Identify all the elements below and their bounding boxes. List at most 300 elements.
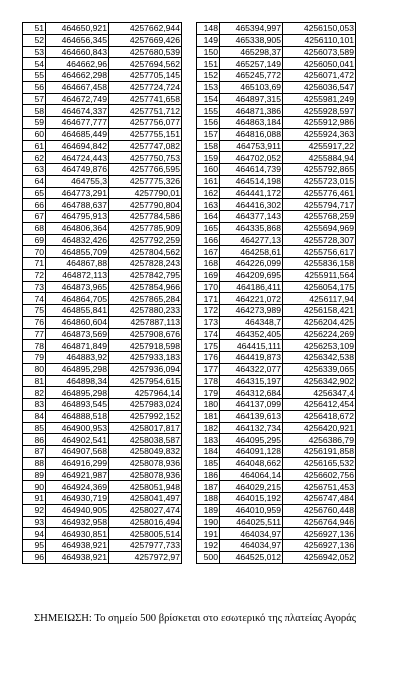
- y-coordinate-cell: 4256150,053: [283, 23, 356, 35]
- point-id-cell: 95: [23, 540, 46, 552]
- point-id-cell: 92: [23, 504, 46, 516]
- y-coordinate-cell: 4257792,259: [109, 234, 182, 246]
- table-row: [197, 234, 356, 246]
- x-coordinate-cell: 464940,905: [46, 504, 109, 516]
- x-coordinate-cell: 464685,449: [46, 128, 109, 140]
- table-row: [197, 281, 356, 293]
- x-coordinate-cell: 464273,989: [220, 305, 283, 317]
- x-coordinate-cell: 464672,749: [46, 93, 109, 105]
- point-id-cell: 85: [23, 422, 46, 434]
- y-coordinate-cell: 4257784,586: [109, 211, 182, 223]
- table-row: [197, 551, 356, 563]
- y-coordinate-cell: 4257933,183: [109, 352, 182, 364]
- point-id-cell: 70: [23, 246, 46, 258]
- coordinates-table-right-body: [197, 23, 356, 564]
- point-id-cell: 192: [197, 540, 220, 552]
- y-coordinate-cell: 4256386,79: [283, 434, 356, 446]
- point-id-cell: 71: [23, 258, 46, 270]
- table-row: [23, 305, 182, 317]
- x-coordinate-cell: 464312,684: [220, 387, 283, 399]
- point-id-cell: 166: [197, 234, 220, 246]
- y-coordinate-cell: 4256253,109: [283, 340, 356, 352]
- y-coordinate-cell: 4257694,562: [109, 58, 182, 70]
- y-coordinate-cell: 4255728,307: [283, 234, 356, 246]
- y-coordinate-cell: 4257865,284: [109, 293, 182, 305]
- point-id-cell: 177: [197, 363, 220, 375]
- x-coordinate-cell: 464855,709: [46, 246, 109, 258]
- y-coordinate-cell: 4257954,615: [109, 375, 182, 387]
- table-row: [197, 434, 356, 446]
- point-id-cell: 79: [23, 352, 46, 364]
- point-id-cell: 82: [23, 387, 46, 399]
- point-id-cell: 84: [23, 410, 46, 422]
- y-coordinate-cell: 4256110,101: [283, 34, 356, 46]
- point-id-cell: 168: [197, 258, 220, 270]
- table-row: [197, 387, 356, 399]
- x-coordinate-cell: 464139,613: [220, 410, 283, 422]
- coordinates-table-right: [196, 22, 356, 564]
- point-id-cell: 81: [23, 375, 46, 387]
- table-row: [197, 528, 356, 540]
- point-id-cell: 65: [23, 187, 46, 199]
- x-coordinate-cell: 464755,3: [46, 175, 109, 187]
- y-coordinate-cell: 4256339,065: [283, 363, 356, 375]
- y-coordinate-cell: 4255917,22: [283, 140, 356, 152]
- x-coordinate-cell: 464694,842: [46, 140, 109, 152]
- x-coordinate-cell: 464667,458: [46, 81, 109, 93]
- point-id-cell: 90: [23, 481, 46, 493]
- y-coordinate-cell: 4256927,136: [283, 528, 356, 540]
- table-row: [23, 269, 182, 281]
- table-row: [23, 246, 182, 258]
- table-row: [23, 164, 182, 176]
- point-id-cell: 170: [197, 281, 220, 293]
- y-coordinate-cell: 4256117,94: [283, 293, 356, 305]
- point-id-cell: 172: [197, 305, 220, 317]
- table-row: [197, 140, 356, 152]
- table-row: [197, 211, 356, 223]
- table-row: [197, 457, 356, 469]
- table-row: [197, 481, 356, 493]
- table-row: [197, 187, 356, 199]
- x-coordinate-cell: 464888,518: [46, 410, 109, 422]
- point-id-cell: 88: [23, 457, 46, 469]
- x-coordinate-cell: 464650,921: [46, 23, 109, 35]
- table-row: [197, 469, 356, 481]
- y-coordinate-cell: 4258017,817: [109, 422, 182, 434]
- point-id-cell: 181: [197, 410, 220, 422]
- y-coordinate-cell: 4256602,756: [283, 469, 356, 481]
- x-coordinate-cell: 464938,921: [46, 540, 109, 552]
- y-coordinate-cell: 4255924,363: [283, 128, 356, 140]
- table-row: [23, 493, 182, 505]
- point-id-cell: 190: [197, 516, 220, 528]
- table-row: [23, 528, 182, 540]
- x-coordinate-cell: 465394,997: [220, 23, 283, 35]
- x-coordinate-cell: 464335,868: [220, 222, 283, 234]
- x-coordinate-cell: 464315,197: [220, 375, 283, 387]
- y-coordinate-cell: 4257977,733: [109, 540, 182, 552]
- x-coordinate-cell: 464883,92: [46, 352, 109, 364]
- x-coordinate-cell: 464656,345: [46, 34, 109, 46]
- x-coordinate-cell: 464415,111: [220, 340, 283, 352]
- point-id-cell: 176: [197, 352, 220, 364]
- x-coordinate-cell: 464186,411: [220, 281, 283, 293]
- x-coordinate-cell: 464674,337: [46, 105, 109, 117]
- y-coordinate-cell: 4256191,858: [283, 446, 356, 458]
- table-row: [23, 175, 182, 187]
- table-row: [23, 70, 182, 82]
- y-coordinate-cell: 4256342,902: [283, 375, 356, 387]
- y-coordinate-cell: 4258049,832: [109, 446, 182, 458]
- y-coordinate-cell: 4255911,564: [283, 269, 356, 281]
- x-coordinate-cell: 464895,298: [46, 387, 109, 399]
- y-coordinate-cell: 4256204,425: [283, 316, 356, 328]
- x-coordinate-cell: 464893,545: [46, 399, 109, 411]
- x-coordinate-cell: 464029,215: [220, 481, 283, 493]
- y-coordinate-cell: 4256760,448: [283, 504, 356, 516]
- y-coordinate-cell: 4255836,158: [283, 258, 356, 270]
- x-coordinate-cell: 464921,987: [46, 469, 109, 481]
- table-row: [197, 375, 356, 387]
- table-row: [197, 328, 356, 340]
- table-row: [197, 293, 356, 305]
- x-coordinate-cell: 464137,099: [220, 399, 283, 411]
- x-coordinate-cell: 464855,841: [46, 305, 109, 317]
- y-coordinate-cell: 4257790,01: [109, 187, 182, 199]
- table-row: [23, 328, 182, 340]
- y-coordinate-cell: 4256927,136: [283, 540, 356, 552]
- x-coordinate-cell: 464064,14: [220, 469, 283, 481]
- table-row: [23, 316, 182, 328]
- point-id-cell: 74: [23, 293, 46, 305]
- point-id-cell: 54: [23, 58, 46, 70]
- x-coordinate-cell: 464895,298: [46, 363, 109, 375]
- x-coordinate-cell: 464348,7: [220, 316, 283, 328]
- y-coordinate-cell: 4255694,969: [283, 222, 356, 234]
- x-coordinate-cell: 464872,113: [46, 269, 109, 281]
- x-coordinate-cell: 464277,13: [220, 234, 283, 246]
- table-row: [197, 516, 356, 528]
- point-id-cell: 89: [23, 469, 46, 481]
- point-id-cell: 159: [197, 152, 220, 164]
- point-id-cell: 59: [23, 117, 46, 129]
- point-id-cell: 156: [197, 117, 220, 129]
- point-id-cell: 80: [23, 363, 46, 375]
- point-id-cell: 77: [23, 328, 46, 340]
- x-coordinate-cell: 464015,192: [220, 493, 283, 505]
- point-id-cell: 184: [197, 446, 220, 458]
- point-id-cell: 72: [23, 269, 46, 281]
- x-coordinate-cell: 464749,876: [46, 164, 109, 176]
- table-row: [23, 434, 182, 446]
- y-coordinate-cell: 4255776,461: [283, 187, 356, 199]
- y-coordinate-cell: 4256347,4: [283, 387, 356, 399]
- x-coordinate-cell: 464677,777: [46, 117, 109, 129]
- x-coordinate-cell: 464514,198: [220, 175, 283, 187]
- point-id-cell: 174: [197, 328, 220, 340]
- y-coordinate-cell: 4257880,233: [109, 305, 182, 317]
- table-row: [23, 375, 182, 387]
- table-row: [197, 70, 356, 82]
- table-row: [197, 117, 356, 129]
- table-row: [197, 23, 356, 35]
- point-id-cell: 148: [197, 23, 220, 35]
- y-coordinate-cell: 4257785,909: [109, 222, 182, 234]
- table-row: [197, 152, 356, 164]
- point-id-cell: 61: [23, 140, 46, 152]
- y-coordinate-cell: 4256418,672: [283, 410, 356, 422]
- table-row: [23, 34, 182, 46]
- table-row: [197, 316, 356, 328]
- y-coordinate-cell: 4256342,538: [283, 352, 356, 364]
- y-coordinate-cell: 4257669,426: [109, 34, 182, 46]
- point-id-cell: 179: [197, 387, 220, 399]
- point-id-cell: 83: [23, 399, 46, 411]
- y-coordinate-cell: 4258005,514: [109, 528, 182, 540]
- table-row: [23, 211, 182, 223]
- x-coordinate-cell: 464832,426: [46, 234, 109, 246]
- y-coordinate-cell: 4257750,753: [109, 152, 182, 164]
- x-coordinate-cell: 464724,443: [46, 152, 109, 164]
- x-coordinate-cell: 464091,128: [220, 446, 283, 458]
- x-coordinate-cell: 464525,012: [220, 551, 283, 563]
- x-coordinate-cell: 464898,34: [46, 375, 109, 387]
- point-id-cell: 158: [197, 140, 220, 152]
- table-row: [197, 81, 356, 93]
- point-id-cell: 167: [197, 246, 220, 258]
- y-coordinate-cell: 4258016,494: [109, 516, 182, 528]
- table-row: [23, 516, 182, 528]
- table-row: [23, 540, 182, 552]
- y-coordinate-cell: 4257705,145: [109, 70, 182, 82]
- point-id-cell: 53: [23, 46, 46, 58]
- point-id-cell: 151: [197, 58, 220, 70]
- point-id-cell: 182: [197, 422, 220, 434]
- point-id-cell: 157: [197, 128, 220, 140]
- point-id-cell: 62: [23, 152, 46, 164]
- table-row: [23, 352, 182, 364]
- table-row: [197, 222, 356, 234]
- x-coordinate-cell: 465257,149: [220, 58, 283, 70]
- y-coordinate-cell: 4257680,539: [109, 46, 182, 58]
- table-row: [23, 152, 182, 164]
- x-coordinate-cell: 464916,299: [46, 457, 109, 469]
- y-coordinate-cell: 4256054,175: [283, 281, 356, 293]
- point-id-cell: 94: [23, 528, 46, 540]
- y-coordinate-cell: 4258038,587: [109, 434, 182, 446]
- x-coordinate-cell: 464871,386: [220, 105, 283, 117]
- point-id-cell: 58: [23, 105, 46, 117]
- point-id-cell: 73: [23, 281, 46, 293]
- y-coordinate-cell: 4257908,676: [109, 328, 182, 340]
- point-id-cell: 175: [197, 340, 220, 352]
- table-row: [23, 293, 182, 305]
- x-coordinate-cell: 465298,37: [220, 46, 283, 58]
- table-row: [23, 422, 182, 434]
- point-id-cell: 56: [23, 81, 46, 93]
- y-coordinate-cell: 4257662,944: [109, 23, 182, 35]
- x-coordinate-cell: 464258,61: [220, 246, 283, 258]
- table-row: [23, 222, 182, 234]
- point-id-cell: 169: [197, 269, 220, 281]
- table-row: [23, 340, 182, 352]
- y-coordinate-cell: 4257828,243: [109, 258, 182, 270]
- point-id-cell: 55: [23, 70, 46, 82]
- x-coordinate-cell: 464660,843: [46, 46, 109, 58]
- y-coordinate-cell: 4255792,865: [283, 164, 356, 176]
- table-row: [197, 258, 356, 270]
- table-row: [23, 504, 182, 516]
- table-row: [197, 540, 356, 552]
- x-coordinate-cell: 464900,953: [46, 422, 109, 434]
- x-coordinate-cell: 464806,364: [46, 222, 109, 234]
- table-row: [197, 422, 356, 434]
- x-coordinate-cell: 464932,958: [46, 516, 109, 528]
- table-row: [197, 399, 356, 411]
- coordinates-table-left: [22, 22, 182, 564]
- table-row: [23, 481, 182, 493]
- point-id-cell: 57: [23, 93, 46, 105]
- point-id-cell: 164: [197, 211, 220, 223]
- x-coordinate-cell: 464048,662: [220, 457, 283, 469]
- x-coordinate-cell: 464795,913: [46, 211, 109, 223]
- table-row: [197, 504, 356, 516]
- y-coordinate-cell: 4256942,052: [283, 551, 356, 563]
- y-coordinate-cell: 4256412,454: [283, 399, 356, 411]
- y-coordinate-cell: 4257747,082: [109, 140, 182, 152]
- point-id-cell: 191: [197, 528, 220, 540]
- y-coordinate-cell: 4257766,595: [109, 164, 182, 176]
- x-coordinate-cell: 464938,921: [46, 551, 109, 563]
- x-coordinate-cell: 464702,052: [220, 152, 283, 164]
- table-row: [23, 258, 182, 270]
- y-coordinate-cell: 4257756,077: [109, 117, 182, 129]
- y-coordinate-cell: 4257755,151: [109, 128, 182, 140]
- table-row: [197, 352, 356, 364]
- table-row: [23, 399, 182, 411]
- table-row: [23, 23, 182, 35]
- x-coordinate-cell: 464416,302: [220, 199, 283, 211]
- x-coordinate-cell: 464863,184: [220, 117, 283, 129]
- table-row: [197, 493, 356, 505]
- point-id-cell: 155: [197, 105, 220, 117]
- table-row: [197, 128, 356, 140]
- y-coordinate-cell: 4256073,589: [283, 46, 356, 58]
- point-id-cell: 66: [23, 199, 46, 211]
- y-coordinate-cell: 4257887,113: [109, 316, 182, 328]
- x-coordinate-cell: 464419,873: [220, 352, 283, 364]
- table-row: [197, 58, 356, 70]
- y-coordinate-cell: 4255884,94: [283, 152, 356, 164]
- x-coordinate-cell: 465338,905: [220, 34, 283, 46]
- point-id-cell: 163: [197, 199, 220, 211]
- point-id-cell: 149: [197, 34, 220, 46]
- point-id-cell: 78: [23, 340, 46, 352]
- point-id-cell: 189: [197, 504, 220, 516]
- x-coordinate-cell: 464377,143: [220, 211, 283, 223]
- point-id-cell: 153: [197, 81, 220, 93]
- table-row: [23, 457, 182, 469]
- table-row: [23, 446, 182, 458]
- y-coordinate-cell: 4258078,936: [109, 469, 182, 481]
- point-id-cell: 162: [197, 187, 220, 199]
- y-coordinate-cell: 4256747,484: [283, 493, 356, 505]
- x-coordinate-cell: 464010,959: [220, 504, 283, 516]
- y-coordinate-cell: 4257918,598: [109, 340, 182, 352]
- x-coordinate-cell: 464226,099: [220, 258, 283, 270]
- table-row: [197, 340, 356, 352]
- table-row: [197, 105, 356, 117]
- point-id-cell: 51: [23, 23, 46, 35]
- x-coordinate-cell: 464871,849: [46, 340, 109, 352]
- y-coordinate-cell: 4257724,724: [109, 81, 182, 93]
- point-id-cell: 68: [23, 222, 46, 234]
- y-coordinate-cell: 4256764,946: [283, 516, 356, 528]
- point-id-cell: 67: [23, 211, 46, 223]
- point-id-cell: 86: [23, 434, 46, 446]
- table-row: [23, 410, 182, 422]
- point-id-cell: 186: [197, 469, 220, 481]
- y-coordinate-cell: 4257741,658: [109, 93, 182, 105]
- x-coordinate-cell: 465245,772: [220, 70, 283, 82]
- x-coordinate-cell: 464930,719: [46, 493, 109, 505]
- table-row: [23, 93, 182, 105]
- table-row: [23, 58, 182, 70]
- y-coordinate-cell: 4257751,712: [109, 105, 182, 117]
- table-row: [23, 387, 182, 399]
- point-id-cell: 188: [197, 493, 220, 505]
- x-coordinate-cell: 464867,88: [46, 258, 109, 270]
- point-id-cell: 93: [23, 516, 46, 528]
- table-row: [23, 234, 182, 246]
- x-coordinate-cell: 464873,965: [46, 281, 109, 293]
- table-row: [23, 551, 182, 563]
- y-coordinate-cell: 4257804,562: [109, 246, 182, 258]
- table-row: [197, 34, 356, 46]
- x-coordinate-cell: 464034,97: [220, 540, 283, 552]
- y-coordinate-cell: 4256071,472: [283, 70, 356, 82]
- y-coordinate-cell: 4255723,015: [283, 175, 356, 187]
- table-row: [197, 93, 356, 105]
- point-id-cell: 160: [197, 164, 220, 176]
- y-coordinate-cell: 4256165,532: [283, 457, 356, 469]
- y-coordinate-cell: 4257790,804: [109, 199, 182, 211]
- table-row: [23, 117, 182, 129]
- x-coordinate-cell: 464930,851: [46, 528, 109, 540]
- x-coordinate-cell: 464897,315: [220, 93, 283, 105]
- x-coordinate-cell: 464924,369: [46, 481, 109, 493]
- y-coordinate-cell: 4255768,259: [283, 211, 356, 223]
- table-row: [197, 410, 356, 422]
- point-id-cell: 60: [23, 128, 46, 140]
- x-coordinate-cell: 465103,69: [220, 81, 283, 93]
- y-coordinate-cell: 4255756,617: [283, 246, 356, 258]
- x-coordinate-cell: 464816,088: [220, 128, 283, 140]
- y-coordinate-cell: 4256158,421: [283, 305, 356, 317]
- x-coordinate-cell: 464209,695: [220, 269, 283, 281]
- x-coordinate-cell: 464662,298: [46, 70, 109, 82]
- x-coordinate-cell: 464864,705: [46, 293, 109, 305]
- y-coordinate-cell: 4258051,948: [109, 481, 182, 493]
- table-row: [23, 140, 182, 152]
- table-row: [197, 305, 356, 317]
- point-id-cell: 63: [23, 164, 46, 176]
- point-id-cell: 171: [197, 293, 220, 305]
- note-text: ΣΗΜΕΙΩΣΗ: Το σημείο 500 βρίσκεται στο εσωτερικό της πλατείας Αγοράς: [34, 613, 356, 624]
- y-coordinate-cell: 4256420,921: [283, 422, 356, 434]
- point-id-cell: 180: [197, 399, 220, 411]
